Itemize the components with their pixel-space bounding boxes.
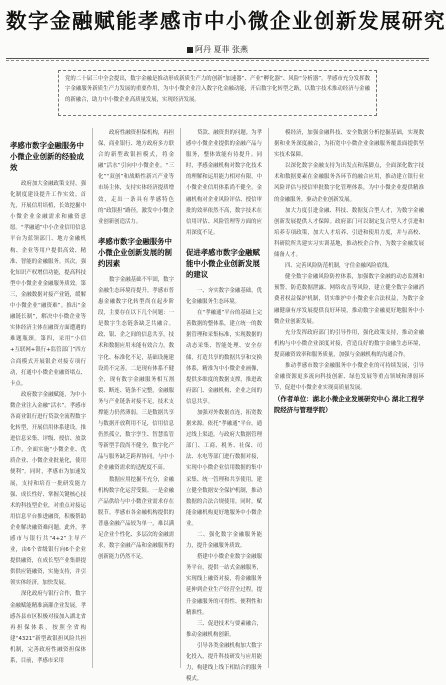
column-divider — [180, 128, 181, 668]
byline-authors: 阿丹 夏菲 张燕 — [194, 45, 249, 54]
body-paragraph: 深化政府与银行合作，数字金融赋能精准滴灌企业发展。孝感各县市区积极对接加入湖北省再担保体系，按照全省构建“4321”新型政银担风险共担机制，完善政府性融资担保体系，目前，孝感市采用 — [10, 591, 86, 665]
body-paragraph: 搭建中小微企业数字金融服务平台，提供一站式金融服务，实现线上融资对接，将金融服务延伸到企业生产经营全过程，提升金融服务的可得性、便利性和精准性。 — [186, 554, 262, 616]
body-paragraph: 健全数字金融风险防控体系，加强数字金融的动态监测和预警，防范数据泄露、网络攻击等风险，建立健全数字金融消费者权益保护机制，切实维护中小微企业合法权益，为数字金融健康有序发展提供良好环境，推动数字金融更好地服务中小微企业创新发展。 — [274, 274, 424, 325]
article-column-2 — [98, 128, 174, 668]
body-paragraph: 加强对外数据直连，拓宽数据来源。依托“孝融通”平台，通过线上渠道，与政府大数据管理部门、工商、税务、社保、司法、水电等部门进行数据对接，实现中小微企业信用数据的集中采集、统一管理和共享使用，建立健全数据安全保护机制，推动数据的合法合规使用。同时，赋能金融机构更好地服务中小微企业。 — [186, 409, 262, 527]
section-heading: 促进孝感市数字金融赋能中小微企业创新发展的建议 — [186, 247, 260, 279]
body-paragraph: 数据应用挖掘不充分，金融机构数字化运营受限。一是金融产品供给与中小微企业需求存在脱节。孝感市各金融机构提供的普惠金融产品较为单一，难以满足企业个性化、多层次的金融需求，数字金融产品和金融服务的创新能力仍然不足。 — [98, 476, 174, 561]
title-rule — [6, 58, 429, 59]
body-paragraph: 二、强化数字金融服务能力，提升金融服务质效。 — [186, 532, 262, 550]
article-byline — [0, 44, 435, 56]
body-paragraph: 政府加大金融政策支持，强化制度建设提升工作实效。首先，开展信用培植，长效挖掘中小微企业金融需求和融资意愿。“孝融通”中小企业信用信息平台为蓝领部门、地方金融机构、企业等用户提供高效、精准、智能的金融服务。其次，强化知识产权增信功能，提高科技型中小微企业金融服务质效。第三，金融数据对接产业链，缓解中小微企业“融资难”。推出“金融链长制”，解决中小微企业等实体经济主体在融资方面遭遇的难题瓶颈。第四，采用“小信+互联网+银行+监管部门”四方合商模式开展银企对接专项行动，打通中小微企业融资堵点、卡点。 — [10, 181, 86, 387]
body-paragraph: 引导各类金融机构加大数字化投入，提升科技研发与应用能力，构建线上线下相结合的服务模式。 — [186, 642, 262, 683]
body-paragraph: 以深化数字金融支持为出发点和落脚点，全面深化数字技术和数据要素在金融服务各环节的融合应用，推动建立银行业风险评估与授信审批数字化管理体系，为中小微企业提供精准的金融服务，驱动企业创新发展。 — [274, 163, 424, 203]
byline-marker-icon — [187, 47, 193, 53]
body-paragraph: 充分发挥政府部门的引导作用，强化政策支持，推动金融机构与中小微企业深度对接，营造良好的数字金融生态环境，提高融资效率和服务质量，加强与金融机构的沟通合作。 — [274, 329, 424, 358]
body-paragraph: 数字金融基础不牢固，数字金融生态环境待提升。孝感市普惠金融数字化转型尚在起步阶段，主要存在以下几个问题：一是数字生态链条缺乏共融合。政、银、企之间的信息共享，技术和数据应用未能有效合力，数字化、标准化不足，基础设施建设尚不完善。二是现有体系不健全，现有数字金融服务相互割裂、断连、链条不完整，金融服务与产业链条对接不足，技术支撑能力仍然薄弱。三是数据共享与数据开放利用不足，信用信息仍然孤立，数字孪生、智慧监管等新型手段尚不健全，数字化产品与服务缺乏跨界协同，与中小企业融资需求的适配度不高。 — [98, 276, 174, 472]
article-column-4 — [274, 128, 424, 668]
body-paragraph: 三、促进技术与要素融合，推动金融机构创新。 — [186, 620, 262, 638]
body-paragraph: 贷款、融资贵的问题。为孝感中小微企业提供的金融产品与服务，整体效能有待提升。同时，孝感金融机构对数字化技术的理解和运用能力相对有限，中小微企业信用体系尚不健全，金融机构对企业风险评估、授信审批的效率依然不高，数字技术在信用评估、风险管理等方面的应用深度不足。 — [186, 130, 262, 236]
body-paragraph: 在“孝融通”平台的基础上完善数据的整体系，建立统一的数据管理和采集标准，实现数据的动态采集、智能处理、安全存储，打造共享的数据共享和交换体系，精准为中小微企业画像，提供多维度的数据支撑，推进政府部门、金融机构、企业之间的信息共享。 — [186, 310, 262, 405]
author-affiliation: （作者单位：湖北小微企业发展研究中心 湖北工程学院经济与管理学院） — [274, 395, 424, 414]
column-divider — [268, 128, 269, 668]
body-paragraph: 一、夯实数字金融基础，优化金融服务生态环境。 — [186, 287, 262, 306]
title-rule-dashed — [6, 60, 429, 61]
section-heading: 孝感市数字金融服务中小微企业创新的经验成效 — [10, 141, 84, 172]
column-divider — [92, 128, 93, 668]
article-column-1 — [10, 128, 86, 668]
body-paragraph: 政府性融资担保机构，再担保，商业银行、地方政府多方联合的新型政银担模式，将金融“活水”引向中小微企业。“三化”“双创”和战略性新兴产业等市场主体，支持实体经济提质增效，走出一条具有孝感特色的“政银担”路径，激发中小微企业创新创造活力。 — [98, 130, 174, 225]
article-column-3 — [186, 128, 262, 683]
body-paragraph: 模经济，加强金融科技、安全数据分析挖掘基础，实现数据和业务深度融合，为拓宽中小微企业金融服务覆盖面提供坚实技术保障。 — [274, 130, 424, 159]
body-paragraph: 政府数字金融赋能，为中小微企业注入金融“活水”。孝感市各商业银行进行贷款全流程数字化转型，开展信用体系建设，推进信息采集、评级、授信、放款工作，全面实施“小微企业、优质企业、小微企业批量化，使用便利”。同时，孝感市为加速发展，支持和培育一批研发能力强、成长性好、掌握关键核心技术的科技型企业，对重点对接运用信息平台推进融资，积极帮助企业解决融资难问题。此外，孝感市与银行共“4+2”主导产业，由6个省级银行向6个企业提供融资，在成长型产业集群提供供应链融资，实施支持，并引领实体经济，加快发展。 — [10, 391, 86, 587]
body-paragraph: 推动孝感市数字金融服务中小微企业的可持续发展，引导金融资源更多流向科技创新、绿色发展等重点领域和薄弱环节，促进中小微企业实现高质量发展。 — [274, 362, 424, 392]
article-title: 数字金融赋能孝感市中小微企业创新发展研究 — [6, 9, 446, 33]
body-paragraph: 加大力度引进金融、科技、数据复合型人才，为数字金融创新发展提供人才保障。政府部门可以制定复合型人才引进和培养专项政策，加大人才培养、引进和使用力度，并与高校、科研院所共建实习实训基地，推动校企合作，为数字金融发展储备人才。 — [274, 207, 424, 259]
article-abstract: 党的二十届三中全会提出，数字金融是推动形成新质生产力的创新“加速器”、产业“孵化器”、风险“分析器”。孝感市充分发挥数字金融服务新质生产力发展的重要作用，为中小微企业注入数字化金融动能，开启数字化转型之路，以数字技术推动经济与金融的新融合，助力中小微企业高质量发展，实现经济发展。 — [58, 70, 377, 116]
body-paragraph: 四、完善风险防范机制，守住金融风险底线。 — [285, 263, 393, 270]
section-heading: 孝感市数字金融服务中小微企业创新发展的制约因素 — [98, 236, 172, 268]
